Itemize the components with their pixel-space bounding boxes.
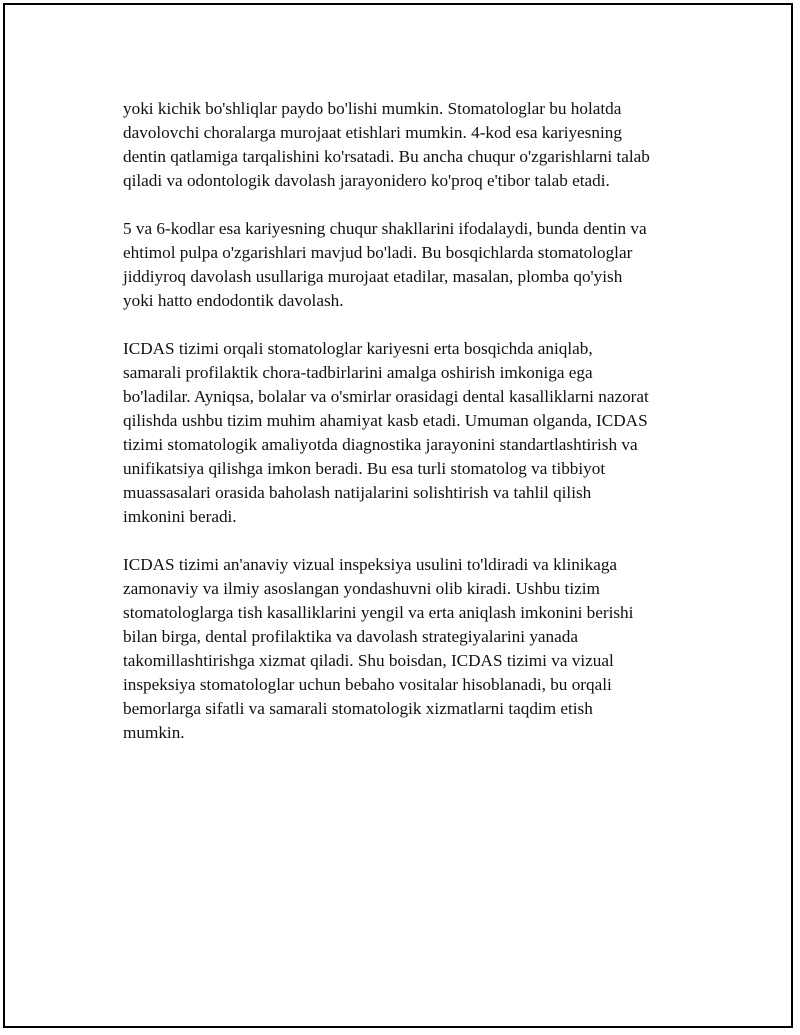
text-line: muassasalari orasida baholash natijalarini solishtirish va tahlil qilish [123, 483, 592, 502]
paragraph-icdas-conclusion [123, 553, 703, 745]
text-line: yoki hatto endodontik davolash. [123, 291, 344, 310]
text-line: ICDAS tizimi an'anaviy vizual inspeksiya usulini to'ldiradi va klinikaga [123, 555, 618, 574]
text-line: inspeksiya stomatologlar uchun bebaho vositalar hisoblanadi, bu orqali [123, 675, 612, 694]
text-line: yoki kichik bo'shliqlar paydo bo'lishi mumkin. Stomatologlar bu holatda [123, 99, 622, 118]
paragraph-icdas-codes-5-6 [123, 217, 703, 313]
text-line: ehtimol pulpa o'zgarishlari mavjud bo'ladi. Bu bosqichlarda stomatologlar [123, 243, 633, 262]
text-line: bo'ladilar. Ayniqsa, bolalar va o'smirlar orasidagi dental kasalliklarni nazorat [123, 387, 649, 406]
text-line: stomatologlarga tish kasalliklarini yengil va erta aniqlash imkonini berishi [123, 603, 634, 622]
text-line: dentin qatlamiga tarqalishini ko'rsatadi. Bu ancha chuqur o'zgarishlarni talab [123, 147, 650, 166]
text-line: 5 va 6-kodlar esa kariyesning chuqur shakllarini ifodalaydi, bunda dentin va [123, 219, 647, 238]
text-line: ICDAS tizimi orqali stomatologlar kariyesni erta bosqichda aniqlab, [123, 339, 593, 358]
text-line: bilan birga, dental profilaktika va davolash strategiyalarini yanada [123, 627, 578, 646]
text-line: jiddiyroq davolash usullariga murojaat etadilar, masalan, plomba qo'yish [123, 267, 623, 286]
text-line: davolovchi choralarga murojaat etishlari mumkin. 4-kod esa kariyesning [123, 123, 622, 142]
paragraph-icdas-codes-3-4 [123, 97, 703, 193]
text-line: unifikatsiya qilishga imkon beradi. Bu esa turli stomatolog va tibbiyot [123, 459, 606, 478]
text-line: bemorlarga sifatli va samarali stomatologik xizmatlarni taqdim etish [123, 699, 593, 718]
text-line: qiladi va odontologik davolash jarayonidero ko'proq e'tibor talab etadi. [123, 171, 610, 190]
paragraph-icdas-benefits [123, 337, 703, 529]
text-line: samarali profilaktik chora-tadbirlarini amalga oshirish imkoniga ega [123, 363, 593, 382]
text-line: imkonini beradi. [123, 507, 237, 526]
text-line: takomillashtirishga xizmat qiladi. Shu boisdan, ICDAS tizimi va vizual [123, 651, 614, 670]
text-line: qilishda ushbu tizim muhim ahamiyat kasb etadi. Umuman olganda, ICDAS [123, 411, 648, 430]
text-line: tizimi stomatologik amaliyotda diagnostika jarayonini standartlashtirish va [123, 435, 638, 454]
text-line: zamonaviy va ilmiy asoslangan yondashuvni olib kiradi. Ushbu tizim [123, 579, 600, 598]
page-frame [3, 3, 793, 1028]
document-body [123, 97, 703, 769]
text-line: mumkin. [123, 723, 185, 742]
